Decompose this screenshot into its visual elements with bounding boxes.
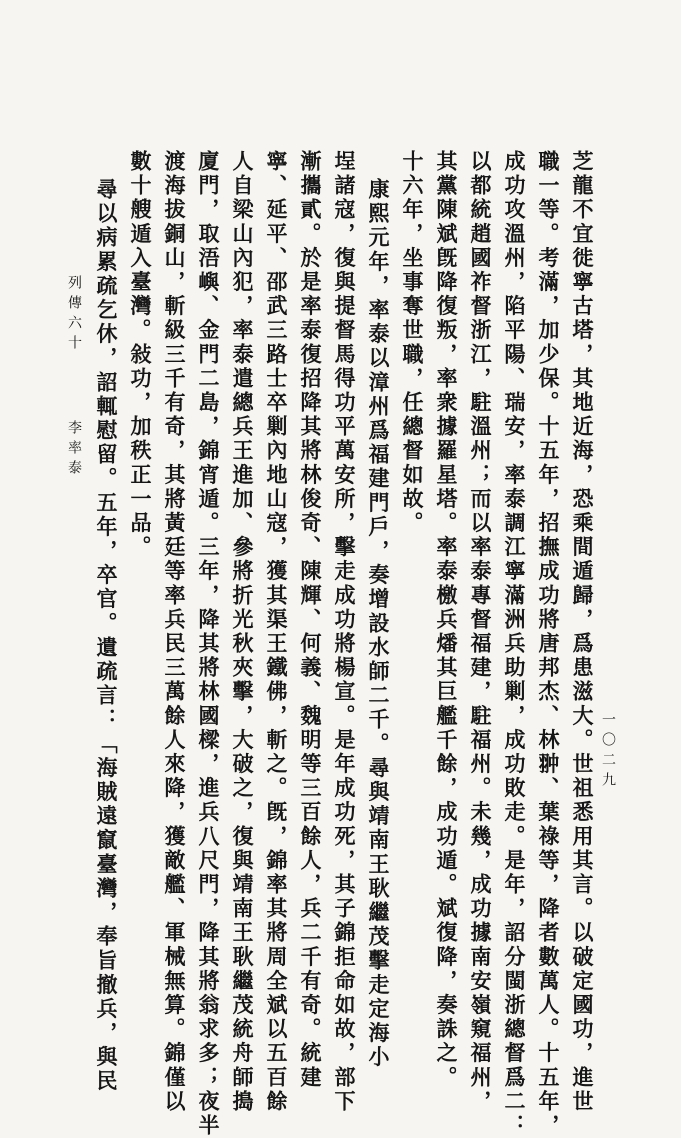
text-column: 數十艘遁入臺灣。敍功，加秩正一品。: [128, 150, 153, 560]
text-column: 芝龍不宜徙寧古塔，其地近海，恐乘間遁歸，爲患滋大。世祖悉用其言。以破定國功，進世: [570, 150, 595, 1114]
text-column: 渡海拔銅山，斬級三千有奇，其將黃廷等率兵民三萬餘人來降，獲敵艦、軍械無算。錦僅以: [162, 150, 187, 1114]
text-column: 職一等。考滿，加少保。十五年，招撫成功將唐邦杰、林翀、葉祿等，降者數萬人。十五年，: [536, 150, 561, 1138]
text-column: 尋以病累疏乞休，詔輒慰留。五年，卒官。遺疏言：「海賊遠竄臺灣，奉旨撤兵，與民: [94, 178, 119, 1094]
text-column: 其黨陳斌旣降復叛，率衆據羅星塔。率泰檄兵燔其巨艦千餘，成功遁。斌復降，奏誅之。: [434, 150, 459, 1090]
biography-name: 李率泰: [66, 420, 82, 480]
text-column: 康熙元年，率泰以漳州爲福建門戶，奏增設水師二千。尋與靖南王耿繼茂擊走定海小: [366, 178, 391, 1070]
chapter-header: 列傳六十: [66, 275, 82, 355]
text-column: 寧、延平、邵武三路士卒剿內地山寇，獲其渠王鐵佛，斬之。旣，錦率其將周全斌以五百餘: [264, 150, 289, 1114]
text-column: 廈門，取浯嶼、金門二島，錦宵遁。三年，降其將林國樑，進兵八尺門，降其將翁求多；夜半: [196, 150, 221, 1138]
text-column: 漸攜貳。於是率泰復招降其將林俊奇、陳輝、何義、魏明等三百餘人，兵二千有奇。統建: [298, 150, 323, 1090]
text-column: 埕諸寇，復與提督馬得功平萬安所，擊走成功將楊宣。是年成功死，其子錦拒命如故，部下: [332, 150, 357, 1114]
text-column: 十六年，坐事奪世職，任總督如故。: [400, 150, 425, 536]
text-column: 成功攻溫州，陷平陽、瑞安，率泰調江寧滿洲兵助剿，成功敗走。是年，詔分閩浙總督爲二：: [502, 150, 527, 1138]
text-column: 人自梁山內犯，率泰遣總兵王進加、參將折光秋夾擊，大破之，復與靖南王耿繼茂統舟師搗: [230, 150, 255, 1114]
page-number: 一〇二九: [600, 712, 616, 792]
text-column: 以都統趙國祚督浙江，駐溫州；而以率泰專督福建，駐福州。未幾，成功據南安嶺窺福州，: [468, 150, 493, 1114]
